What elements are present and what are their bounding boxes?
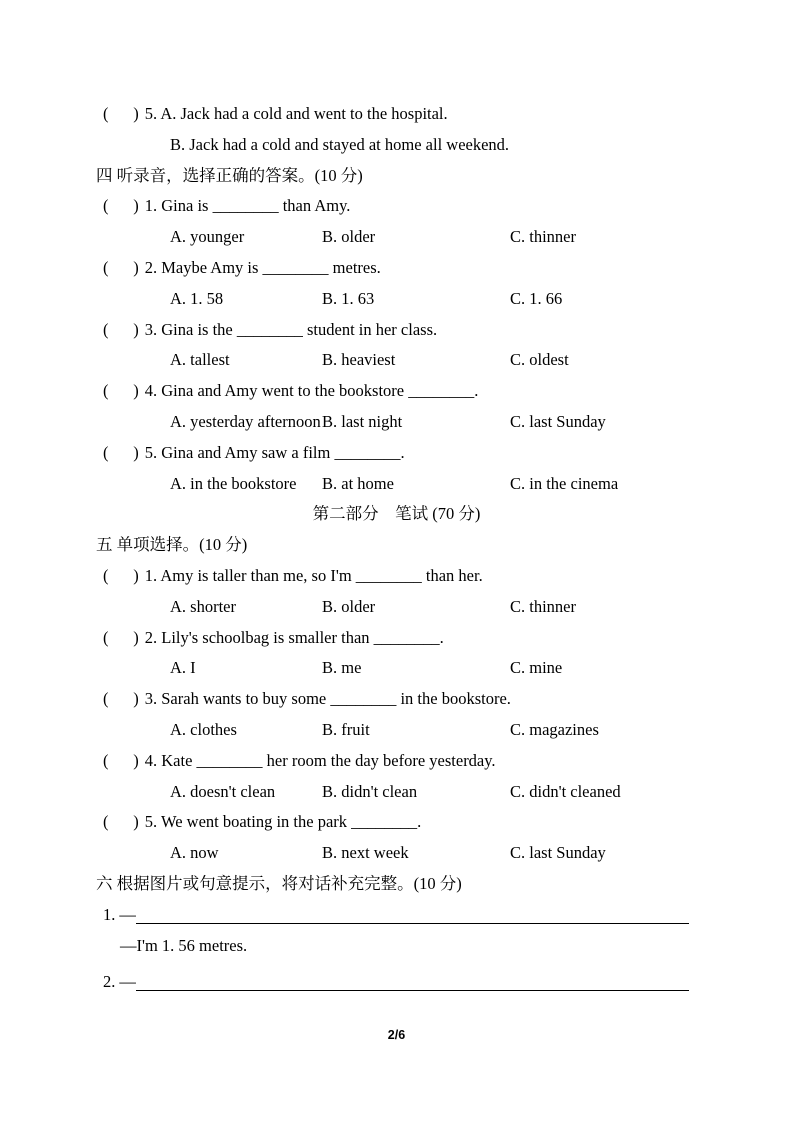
option-a: A. in the bookstore (170, 473, 297, 493)
question-stem-text: 3. Gina is the ________ student in her class. (144, 319, 438, 339)
option-b: B. fruit (322, 719, 370, 739)
answer-bracket: ( ) (103, 750, 139, 770)
question-stem (96, 684, 697, 715)
question-stem-text: 2. Lily's schoolbag is smaller than ________. (144, 627, 444, 647)
options-row (96, 592, 697, 623)
question-stem-text: 2. Maybe Amy is ________ metres. (144, 257, 381, 277)
answer-bracket: ( ) (103, 257, 139, 277)
dialogue-reply-1: —I'm 1. 56 metres. (120, 935, 248, 955)
option-b: B. heaviest (322, 350, 396, 370)
option-b: B. at home (322, 473, 394, 493)
question-stem (96, 315, 697, 346)
options-row (96, 838, 697, 869)
option-b: B. me (322, 658, 362, 678)
option-b: B. 1. 63 (322, 288, 375, 308)
answer-bracket: ( ) (103, 319, 139, 339)
question-stem-text: 3. Sarah wants to buy some ________ in the bookstore. (144, 689, 511, 709)
option-c: C. thinner (510, 227, 576, 247)
option-c: C. last Sunday (510, 843, 606, 863)
option-c: C. 1. 66 (510, 288, 563, 308)
question-stem-text: 5. Gina and Amy saw a film ________. (144, 442, 405, 462)
section6-heading: 六 根据图片或句意提示，将对话补充完整。(10 分) (96, 873, 462, 893)
options-row (96, 715, 697, 746)
option-b: B. last night (322, 411, 403, 431)
answer-bracket: ( ) (103, 565, 139, 585)
answer-bracket: ( ) (103, 812, 139, 832)
option-a: A. now (170, 843, 219, 863)
answer-bracket: ( ) (103, 381, 139, 401)
answer-bracket: ( ) (103, 104, 139, 123)
option-b: B. older (322, 227, 376, 247)
answer-bracket: ( ) (103, 196, 139, 216)
question-stem (96, 191, 697, 222)
dialogue-item-number: 2. (103, 972, 116, 992)
options-row (96, 407, 697, 438)
question-stem (96, 623, 697, 654)
option-c: C. last Sunday (510, 411, 606, 431)
option-a: A. clothes (170, 719, 237, 739)
dialogue-dash: — (119, 972, 136, 992)
section4-heading: 四 听录音，选择正确的答案。(10 分) (96, 165, 363, 185)
question-stem (96, 807, 697, 838)
option-a: A. doesn't clean (170, 781, 276, 801)
question-stem (96, 561, 697, 592)
option-c: C. in the cinema (510, 473, 619, 493)
options-row (96, 284, 697, 315)
option-b: B. older (322, 596, 376, 616)
option-b: B. didn't clean (322, 781, 418, 801)
question-stem-text: 5. We went boating in the park ________. (144, 812, 422, 832)
carryover-question-line-b (96, 130, 697, 161)
options-row (96, 469, 697, 500)
dialogue-dash: — (119, 904, 136, 924)
question-stem-text: 4. Gina and Amy went to the bookstore ________. (144, 381, 479, 401)
question-stem-text: 4. Kate ________ her room the day before yesterday. (144, 750, 496, 770)
dialogue-item-2 (96, 967, 689, 998)
question-stem-text: 1. Gina is ________ than Amy. (144, 196, 351, 216)
part2-title: 第二部分 笔试 (70 分) (312, 504, 481, 524)
question-stem (96, 376, 697, 407)
question-stem (96, 438, 697, 469)
option-c: C. mine (510, 658, 563, 678)
question-stem (96, 746, 697, 777)
section5-heading: 五 单项选择。(10 分) (96, 535, 248, 555)
dialogue-item-1 (96, 900, 689, 931)
option-c: C. thinner (510, 596, 576, 616)
option-a: A. tallest (170, 350, 230, 370)
answer-bracket: ( ) (103, 627, 139, 647)
carryover-question-line-a (96, 99, 697, 130)
option-a: A. younger (170, 227, 245, 247)
option-a: A. I (170, 658, 196, 678)
carryover-option-a: 5. A. Jack had a cold and went to the hospital. (144, 104, 448, 123)
answer-blank-line (136, 923, 689, 924)
carryover-option-b: B. Jack had a cold and stayed at home all weekend. (170, 134, 510, 154)
dialogue-item-number: 1. (103, 904, 116, 924)
option-c: C. magazines (510, 719, 599, 739)
question-stem (96, 253, 697, 284)
answer-bracket: ( ) (103, 442, 139, 462)
option-c: C. didn't cleaned (510, 781, 621, 801)
options-row (96, 222, 697, 253)
options-row (96, 653, 697, 684)
option-b: B. next week (322, 843, 409, 863)
options-row (96, 777, 697, 808)
option-a: A. 1. 58 (170, 288, 224, 308)
option-a: A. shorter (170, 596, 236, 616)
page-number: 2/6 (387, 1028, 406, 1042)
option-a: A. yesterday afternoon (170, 411, 321, 431)
answer-blank-line (136, 990, 689, 991)
answer-bracket: ( ) (103, 689, 139, 709)
options-row (96, 345, 697, 376)
option-c: C. oldest (510, 350, 569, 370)
question-stem-text: 1. Amy is taller than me, so I'm ________ than her. (144, 565, 483, 585)
